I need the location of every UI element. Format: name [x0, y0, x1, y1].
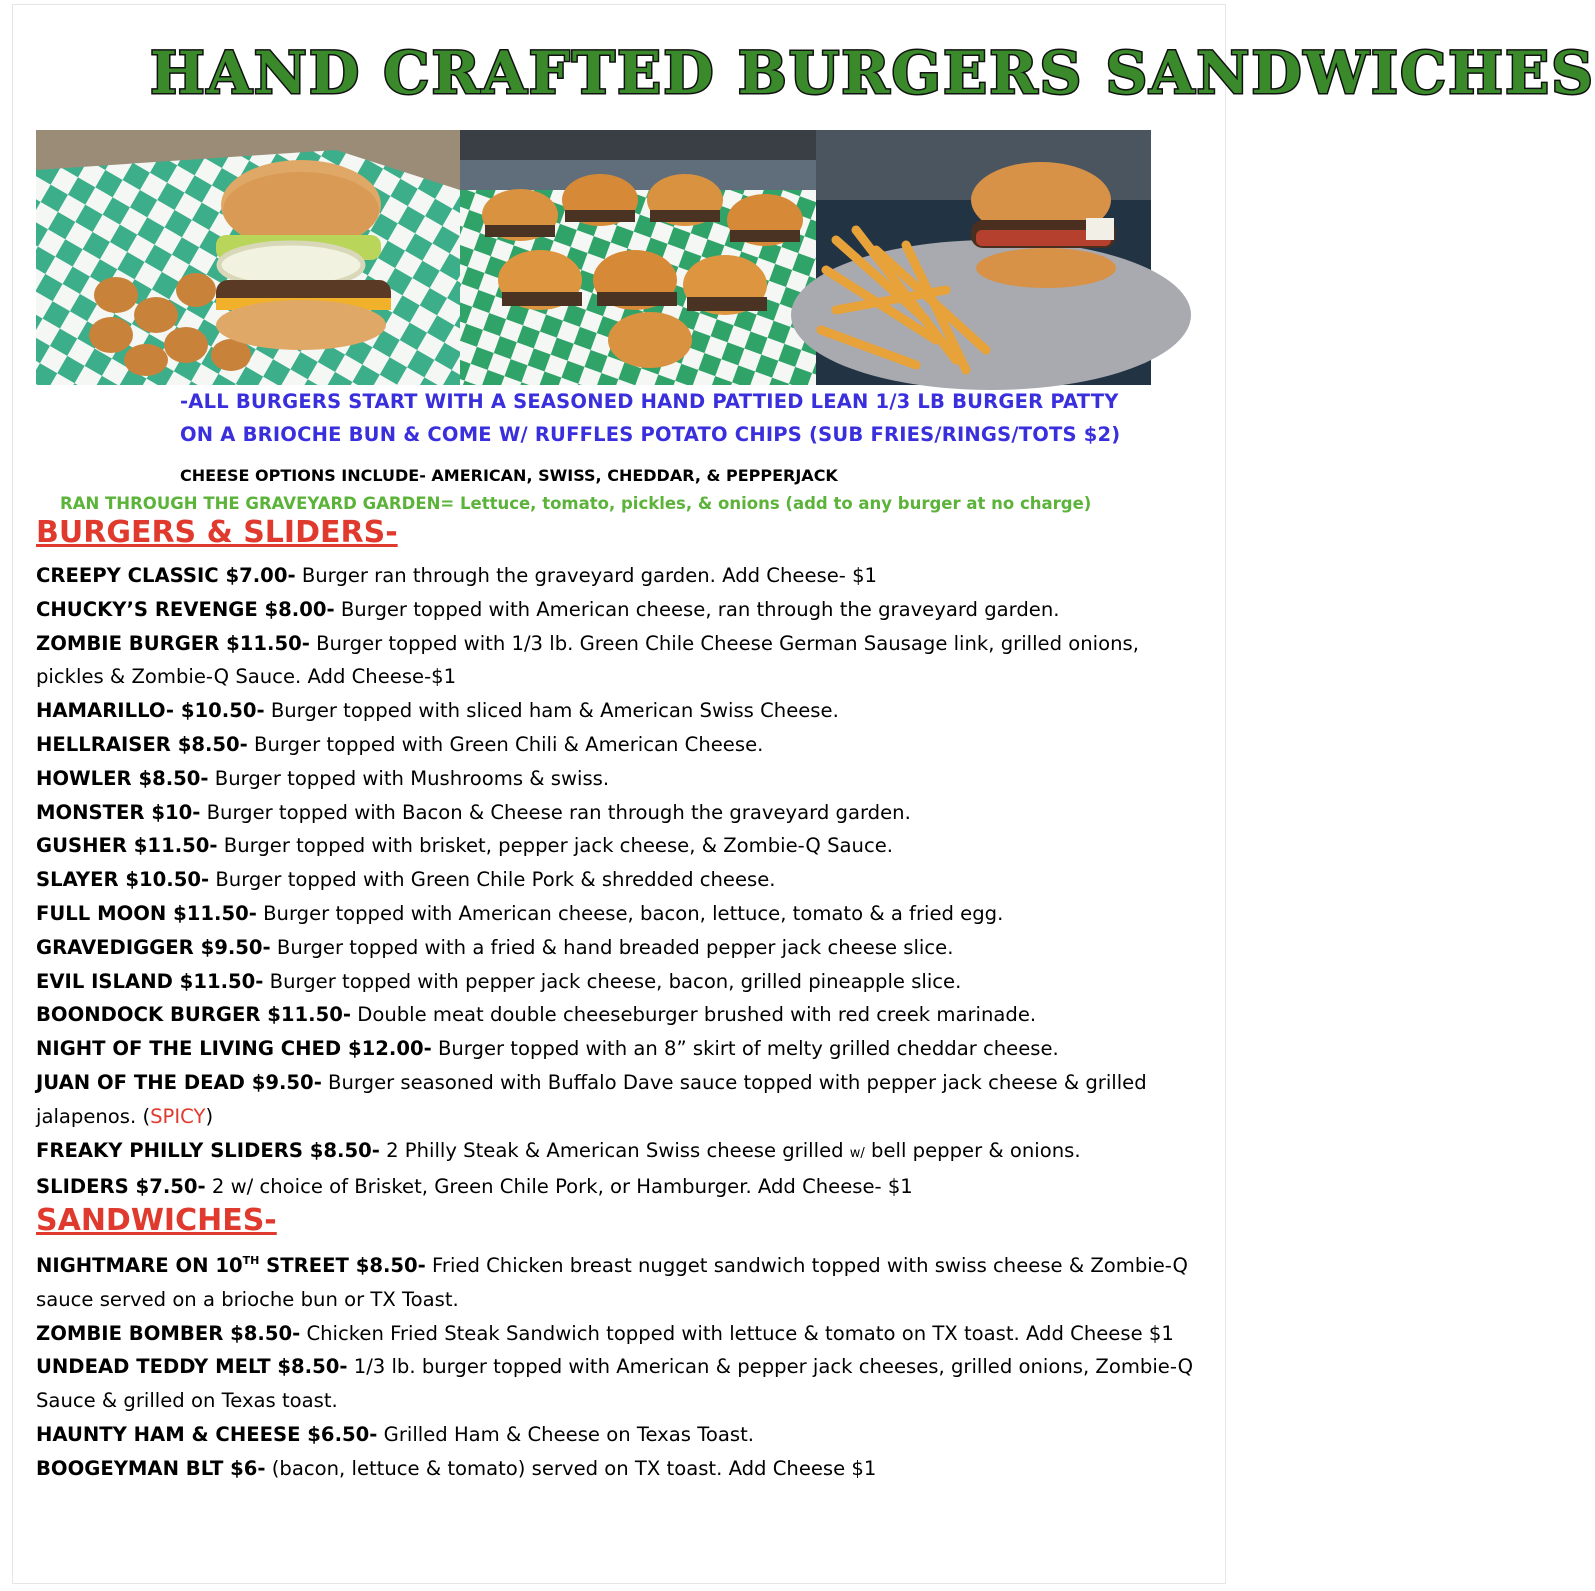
menu-item: SLAYER $10.50- Burger topped with Green Chile Pork & shredded cheese. — [36, 868, 776, 892]
menu-title: HAND CRAFTED BURGERS SANDWICHES — [150, 39, 1595, 107]
menu-item: UNDEAD TEDDY MELT $8.50- 1/3 lb. burger topped with American & pepper jack cheeses, grilled onions, Zombie-Q Sauce & grilled on Texas toast. — [36, 1355, 1194, 1413]
burgers-heading: BURGERS & SLIDERS- — [36, 515, 398, 550]
cheese-options: CHEESE OPTIONS INCLUDE- AMERICAN, SWISS, CHEDDAR, & PEPPERJACK — [180, 466, 838, 485]
intro-line-2: ON A BRIOCHE BUN & COME W/ RUFFLES POTATO CHIPS (SUB FRIES/RINGS/TOTS $2) — [180, 423, 1121, 446]
graveyard-garden-note: RAN THROUGH THE GRAVEYARD GARDEN= Lettuce, tomato, pickles, & onions (add to any burger at no charge) — [60, 494, 1092, 513]
intro-line-1: -ALL BURGERS START WITH A SEASONED HAND PATTIED LEAN 1/3 LB BURGER PATTY — [180, 390, 1119, 413]
menu-item: HAMARILLO- $10.50- Burger topped with sliced ham & American Swiss Cheese. — [36, 699, 839, 723]
menu-item: EVIL ISLAND $11.50- Burger topped with pepper jack cheese, bacon, grilled pineapple slice. — [36, 969, 962, 993]
spicy-label: SPICY — [150, 1104, 206, 1128]
menu-item-philly: FREAKY PHILLY SLIDERS $8.50- 2 Philly Steak & American Swiss cheese grilled w/ bell pepper & onions. — [36, 1138, 1081, 1162]
menu-item: CREEPY CLASSIC $7.00- Burger ran through the graveyard garden. Add Cheese- $1 — [36, 564, 877, 587]
menu-item-juan: JUAN OF THE DEAD $9.50- Burger seasoned with Buffalo Dave sauce topped with pepper jack cheese & grilled jalapenos. (SPICY) — [36, 1070, 1147, 1128]
burger-tots-photo — [36, 130, 460, 385]
menu-item: HOWLER $8.50- Burger topped with Mushrooms & swiss. — [36, 766, 610, 790]
menu-item-nightmare: NIGHTMARE ON 10TH STREET $8.50- Fried Chicken breast nugget sandwich topped with swiss cheese & Zombie-Q sauce served on a brioche bun or TX Toast. — [36, 1254, 1188, 1311]
menu-item: HAUNTY HAM & CHEESE $6.50- Grilled Ham & Cheese on Texas Toast. — [36, 1422, 754, 1446]
menu-item-sliders: SLIDERS $7.50- 2 w/ choice of Brisket, Green Chile Pork, or Hamburger. Add Cheese- $1 — [36, 1175, 913, 1199]
burger-fries-photo — [816, 130, 1151, 385]
menu-item: MONSTER $10- Burger topped with Bacon & Cheese ran through the graveyard garden. — [36, 800, 911, 824]
menu-item: FULL MOON $11.50- Burger topped with American cheese, bacon, lettuce, tomato & a fried egg. — [36, 901, 1004, 925]
sandwich-list — [36, 1249, 1196, 1486]
menu-item: BOONDOCK BURGER $11.50- Double meat double cheeseburger brushed with red creek marinade. — [36, 1003, 1037, 1027]
menu-item: BOOGEYMAN BLT $6- (bacon, lettuce & tomato) served on TX toast. Add Cheese $1 — [36, 1456, 877, 1480]
sandwiches-heading: SANDWICHES- — [36, 1203, 277, 1238]
sliders-photo — [460, 130, 816, 385]
menu-item: ZOMBIE BOMBER $8.50- Chicken Fried Steak Sandwich topped with lettuce & tomato on TX toast. Add Cheese $1 — [36, 1321, 1174, 1345]
menu-item: HELLRAISER $8.50- Burger topped with Green Chili & American Cheese. — [36, 732, 764, 756]
menu-item: ZOMBIE BURGER $11.50- Burger topped with 1/3 lb. Green Chile Cheese German Sausage link, grilled onions, pickles & Zombie-Q Sauce. Add Cheese-$1 — [36, 631, 1139, 689]
menu-item: CHUCKY’S REVENGE $8.00- Burger topped with American cheese, ran through the graveyard garden. — [36, 597, 1060, 621]
burger-list — [36, 559, 1196, 1204]
menu-item: GRAVEDIGGER $9.50- Burger topped with a fried & hand breaded pepper jack cheese slice. — [36, 935, 954, 959]
menu-item: GUSHER $11.50- Burger topped with brisket, pepper jack cheese, & Zombie-Q Sauce. — [36, 834, 893, 858]
food-photos — [36, 130, 1171, 385]
menu-item: NIGHT OF THE LIVING CHED $12.00- Burger topped with an 8” skirt of melty grilled cheddar cheese. — [36, 1037, 1059, 1061]
